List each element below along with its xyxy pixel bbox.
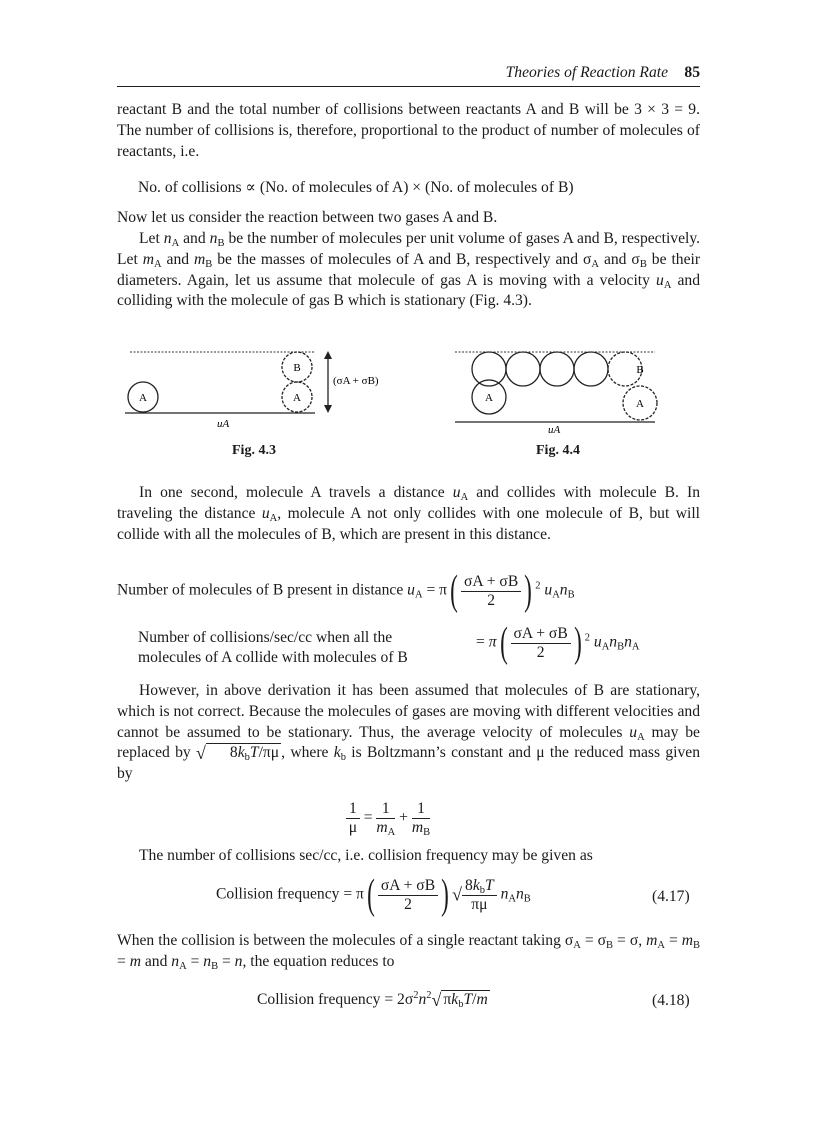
paragraph-5: However, in above derivation it has been assumed that molecules of B are stationary, which is not correct. Because the molecules of gases are moving with different velocities and cannot be assumed to be stationary. Thus, the average velocity of molecules $u_A$ may be replaced by √ $8k_bT/\pi\mu$ , where $k_b$ is Boltzmann’s constant and μ the reduced mass given by [117,682,701,783]
figure-4-4 [450,345,680,435]
figure-4-3-caption: Fig. 4.3 [232,443,276,458]
proportionality-equation: No. of collisions ∝ (No. of molecules of A) × (No. of molecules of B) [138,179,574,196]
running-header [117,62,700,87]
equation-4-18: Collision frequency = $2\sigma^2n^2√$ $\pi k_bT/m$ [257,990,488,1010]
header-title: Theories of Reaction Rate [505,64,668,81]
diameter-sum-label: (σA + σB) [333,375,379,387]
label-a: A [485,392,493,404]
paragraph-2: Now let us consider the reaction between two gases A and B. [117,209,498,226]
equation-number-4-18: (4.18) [652,992,690,1009]
paragraph-4: In one second, molecule A travels a distance $u_A$ and collides with molecule B. In traveling the distance $u_A$, molecule A not only collides with one molecule of B, but will collide with all the molecules of B, which are present in this distance. [117,484,700,543]
label-b: B [636,364,644,376]
equation-reduced-mass: $\frac{1}{\mu}$ = $\frac{1}{m_A}$ + $\frac{1}{m_B}$ [346,800,430,837]
equation-collisions-rhs: = π( $\frac{\sigma A + \sigma B}{2}$ ) $^2$ $u_An_Bn_A$ [476,620,640,666]
paragraph-6: The number of collisions sec/cc, i.e. collision frequency may be given as [139,847,593,864]
velocity-label: uA [548,424,561,435]
page-number: 85 [684,64,700,81]
paragraph-1: reactant B and the total number of collisions between reactants A and B will be 3 × 3 = 9. The number of collisions is, therefore, proportional to the product of number of molecules of reactants, i.e. [117,101,700,160]
equation-molecules-in-distance: Number of molecules of B present in distance $u_A = \pi$( $\frac{\sigma A + \sigma B}{2}$ ) $^2$ $u_An_B$ [117,568,575,614]
paragraph-7: When the collision is between the molecules of a single reactant taking $\sigma_A = \sigma_B = \sigma$, $m_A = m_B = m$ and $n_A = n_B = n$, the equation reduces to [117,932,701,972]
equation-number-4-17: (4.17) [652,888,690,905]
velocity-label: uA [217,418,230,430]
equation-collisions-lhs: Number of collisions/sec/cc when all the molecules of A collide with molecules of B [138,629,408,666]
paragraph-3: Let $n_A$ and $n_B$ be the number of molecules per unit volume of gases A and B, respectively. Let $m_A$ and $m_B$ be the masses of molecules of A and B, respectively and $\sigma_A$ and $\sigma_B$ be their diameters. Again, let us assume that molecule of gas A is moving with a velocity $u_A$ and colliding with the molecule of gas B which is stationary (Fig. 4.3). [117,230,701,310]
label-a: A [139,392,147,404]
figure-4-4-caption: Fig. 4.4 [536,443,580,458]
label-a-2: A [293,392,301,404]
equation-4-17: Collision frequency = π( $\frac{\sigma A + \sigma B}{2}$ ) √ $\frac{8k_bT}{\pi\mu}$ $n_An_B$ [216,872,531,918]
figure-4-3 [125,345,425,435]
label-b: B [293,362,301,374]
label-a-2: A [636,398,644,410]
